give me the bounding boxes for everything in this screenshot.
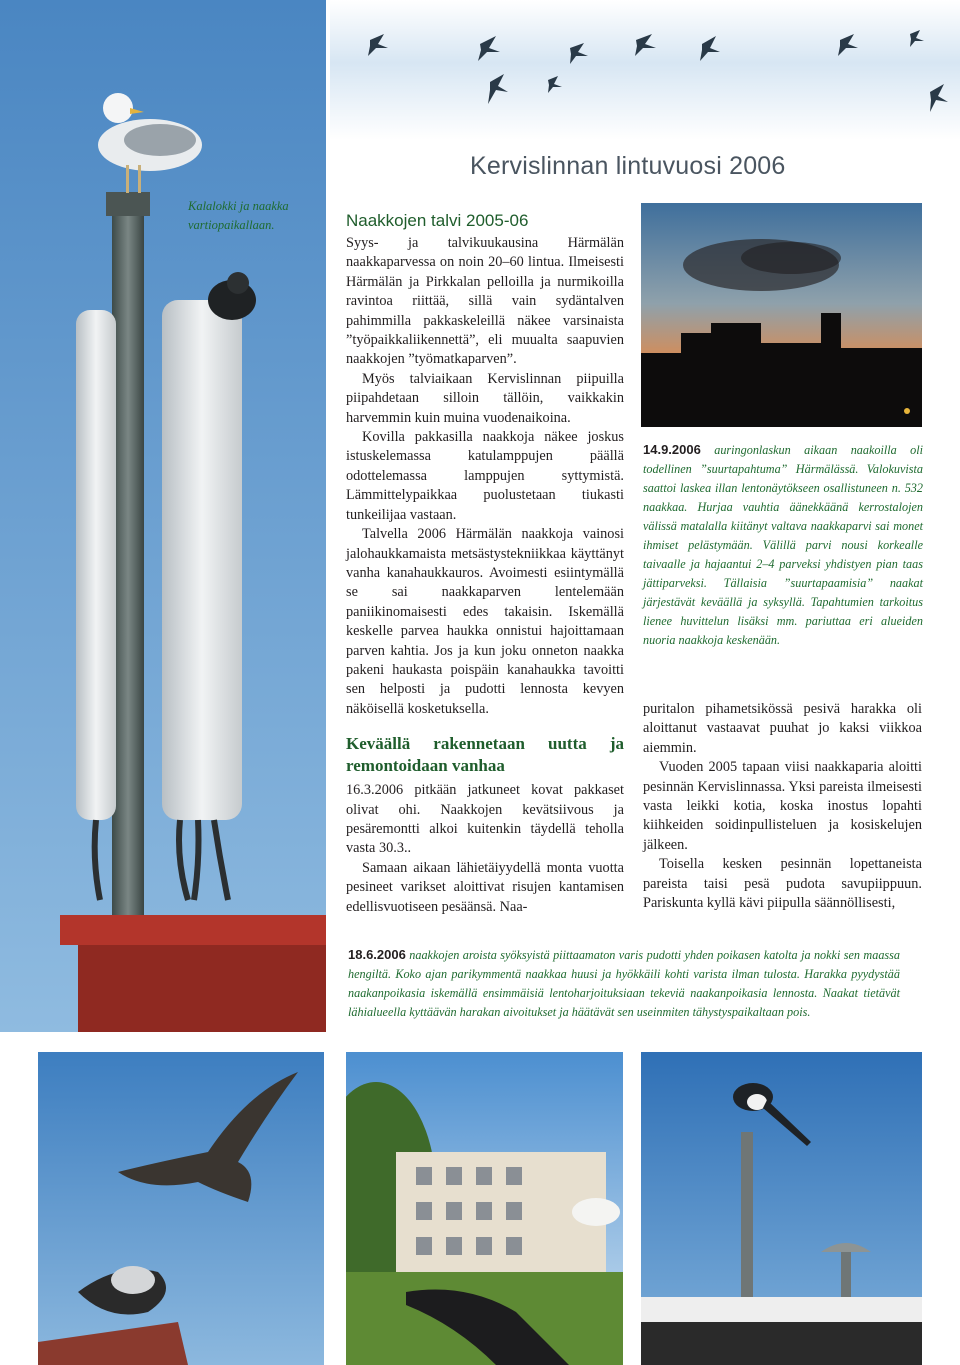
caption-text: auringonlaskun aikaan naakoilla oli todellinen ”suurtapahtuma” Härmälässä. Valokuvista saattoi laskea illan lentonäytökseen osallistuneen n. 532 naakkaa. Hurjaa vauhtia äänekkäänä kerrostalojen välissä matalalla kiitänyt valtava naakkaparvi sai monet ihmiset pelästymään. Välillä parvi nousi korkealle taivaalle ja hajaantui 2–4 parveksi yhdistyen pian taas jättiparveksi. Tällaisia ”suurtapaamisia” naakat järjestävät keväällä ja syksyllä. Tapahtumien tarkoitus lienee huvittelun lisäksi mm. pariuttaa eri alueiden nuoria naakkoja keskenään. (643, 443, 923, 647)
swifts-sky-photo (330, 0, 960, 140)
page-title: Kervislinnan lintuvuosi 2006 (470, 152, 786, 180)
article-paragraph: Syys- ja talvikuukausina Härmälän naakkaparvessa on noin 20–60 lintua. Ilmeisesti Härmälän ja Pirkkalan pelloilla ja nurmikoilla ravintoa riittää, sillä vain sydäntalven pahimmilla pakkaskeleillä näkee varsinaista ”työpaikkaliikennettä”, eli muualta saapuvien naakkojen ”työmatkaparven”. (346, 235, 624, 368)
article-paragraph: Talvella 2006 Härmälän naakkoja vainosi jalohaukkamaista metsästystekniikkaa käyttänyt vanha kanahaukkauros. Avoimesti esiintymällä se sai naakkaparven lentelemään paniikinomaisesti edes takaisin. Iskemällä keskelle parvea haukka onnistui hajoittamaan parven kahtia. Jos ja kun joku onneton naakka pakeni haukasta poispäin kanahaukka tavoitti sen helposti ja pudotti lennosta kevyen näköisellä kosketuksella. (346, 526, 624, 717)
article-column-1 (346, 210, 624, 917)
section-heading-winter: Naakkojen talvi 2005-06 (346, 211, 529, 230)
caption-date: 14.9.2006 (643, 442, 701, 457)
jackdaw-flock-sunset-photo (641, 203, 922, 427)
caption-date: 18.6.2006 (348, 947, 406, 962)
antenna-photo-caption: Kalalokki ja naakka vartiopaikallaan. (188, 199, 289, 232)
article-paragraph: Kovilla pakkasilla naakkoja näkee joskus istuskelemassa katulamppujen päällä odottelemassa lamppujen syttymistä. Lämmittelypaikkaa puolustetaan tiukasti tunkeilijaa vastaan. (346, 429, 624, 523)
crows-flying-photo (38, 1052, 324, 1365)
article-column-2 (643, 700, 922, 913)
crow-photo-caption (348, 945, 900, 1022)
antenna-gull-jackdaw-photo (0, 0, 326, 1032)
article-paragraph: 16.3.2006 pitkään jatkuneet kovat pakkaset olivat ohi. Naakkojen kevätsiivous ja pesäremontti alkoi kuitenkin täydellä teholla vasta 30.3.. (346, 782, 624, 857)
article-paragraph: Toisella kesken pesinnän lopettaneista pareista taisi pesä pudota savupiippuun. Pariskunta kyllä kävi piipulla säännöllisesti, (643, 856, 922, 912)
section-heading-spring: Keväällä rakennetaan uutta ja remontoidaan vanhaa (346, 734, 624, 776)
article-paragraph: Vuoden 2005 tapaan viisi naakkaparia aloitti pesinnän Kervislinnassa. Yksi pareista ilmeisesti vasta leikki kotia, koska inostus lopahti kiihkeiden soidinpullisteluen ja kosiskelujen jälkeen. (643, 759, 922, 853)
sunset-photo-caption (643, 440, 923, 650)
caption-text: naakkojen aroista syöksyistä piittaamaton varis pudotti yhden poikasen katolta ja nokki sen maassa hengiltä. Koko ajan parikymmentä naakkaa huusi ja hyökkäili kohti varista ilman tulosta. Harakka pyydystää naakanpoikasia iskemällä ensimmäisiä lentoharjoituksiaan tekeviä naakanpoikasia lennosta. Naakat tietävät lähialueella kyttäävän harakan aivoitukset ja häätävät sen useinmiten tähystyspaikaltaan pois. (348, 948, 900, 1019)
article-paragraph: Samaan aikaan lähietäiyydellä monta vuotta pesineet varikset aloittivat risujen kantamisen edellisvuotiseen pesäänsä. Naa- (346, 859, 624, 915)
article-paragraph: puritalon pihametsikössä pesivä harakka oli aloittanut vastaavat puuhat jo kaksi viikkoa aiemmin. (643, 701, 922, 756)
article-paragraph: Myös talviaikaan Kervislinnan piipuilla piipahdetaan silloin tällöin, vaikkakin harvemmin kuin muina vuodenaikoina. (346, 370, 624, 426)
dead-jackdaw-house-photo (346, 1052, 623, 1365)
magpie-chimney-photo (641, 1052, 922, 1365)
